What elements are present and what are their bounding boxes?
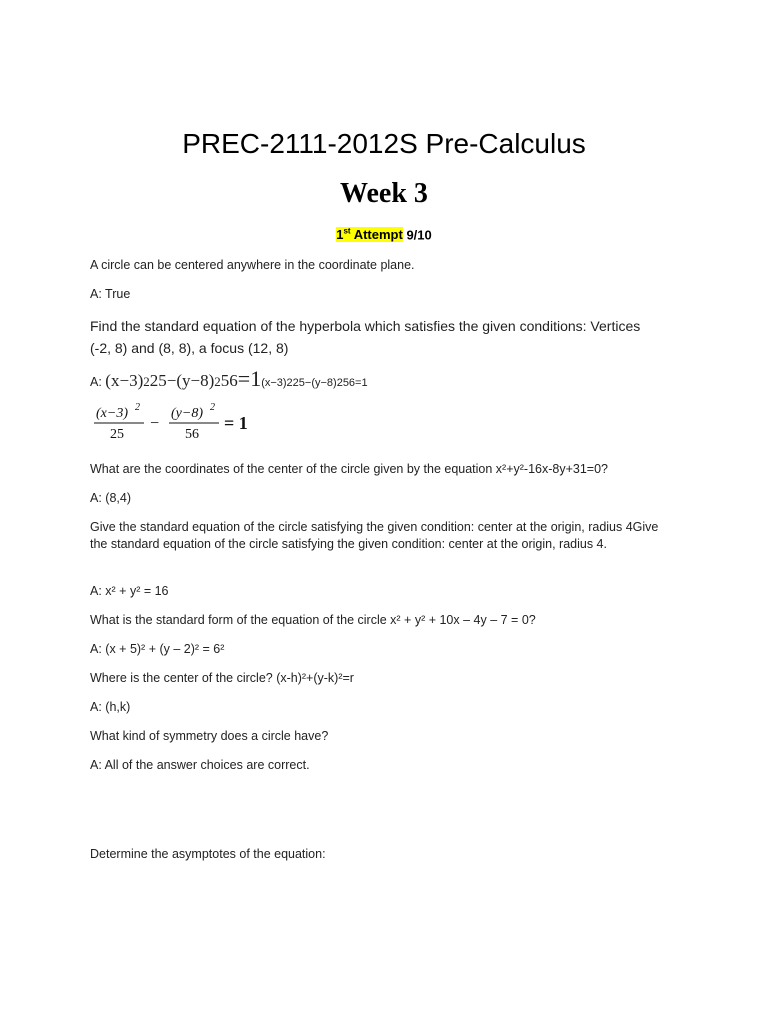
- answer-text: A: (h,k): [90, 700, 131, 714]
- answer-text: A: True: [90, 287, 131, 301]
- attempt-score: 9/10: [406, 227, 432, 243]
- frac-denominator-2: 56: [185, 427, 199, 442]
- attempt-line: [0, 227, 768, 242]
- question-text: Give the standard equation of the circle satisfying the given condition: center at the origin, radius 4Give the standard equation of the circle satisfying the given condition: center at the origin, radius 4.: [90, 520, 659, 551]
- answer-text: A: All of the answer choices are correct.: [90, 758, 310, 772]
- eq-part: (y: [176, 371, 191, 390]
- frac-denominator-1: 25: [110, 427, 124, 442]
- eq-part: 2: [214, 374, 221, 389]
- attempt-highlight: [336, 227, 403, 242]
- question-text: What are the coordinates of the center of the circle given by the equation x²+y²-16x-8y+31=0?: [90, 462, 609, 476]
- page-title: PREC-2111-2012S Pre-Calculus: [182, 128, 586, 159]
- frac-exponent-1: 2: [135, 402, 140, 413]
- answer-prefix: A:: [90, 375, 106, 389]
- attempt-number: 1: [336, 227, 344, 243]
- attempt-label: Attempt: [353, 227, 403, 243]
- frac-numerator-2: (y−8): [171, 406, 203, 421]
- hyperbola-answer: [90, 367, 690, 395]
- answer-text: A: x² + y² = 16: [90, 584, 169, 598]
- answer-text: A: (x + 5)² + (y – 2)² = 6²: [90, 642, 225, 656]
- question-text: Find the standard equation of the hyperbola which satisfies the given conditions: Vertices (-2, 8) and (8, 8), a focus (12, 8): [90, 318, 641, 356]
- question-text: A circle can be centered anywhere in the coordinate plane.: [90, 258, 415, 272]
- question-text: Where is the center of the circle? (x-h)²+(y-k)²=r: [90, 671, 354, 685]
- eq-part: −: [119, 371, 130, 390]
- eq-part: 56: [220, 371, 238, 390]
- eq-part: 2: [143, 374, 150, 389]
- attempt-suffix: st: [343, 227, 351, 236]
- eq-part: −: [166, 371, 177, 390]
- eq-part: 1: [250, 366, 262, 391]
- hyperbola-equation-image: [92, 400, 272, 444]
- eq-part: (x: [105, 371, 120, 390]
- eq-part: 8): [200, 371, 215, 390]
- eq-part: 25: [149, 371, 167, 390]
- frac-minus: −: [150, 415, 160, 432]
- frac-exponent-2: 2: [210, 402, 215, 413]
- question-text: What kind of symmetry does a circle have?: [90, 729, 329, 743]
- frac-equals: = 1: [224, 413, 248, 433]
- question-text: Determine the asymptotes of the equation:: [90, 847, 326, 861]
- eq-plain: (x−3)225−(y−8)256=1: [261, 377, 368, 389]
- question-text: What is the standard form of the equation of the circle x² + y² + 10x – 4y – 7 = 0?: [90, 613, 536, 627]
- frac-numerator-1: (x−3): [96, 406, 128, 421]
- eq-part: −: [190, 371, 201, 390]
- answer-text: A: (8,4): [90, 491, 131, 505]
- eq-part: =: [237, 366, 251, 391]
- week-heading: Week 3: [340, 178, 428, 209]
- eq-part: 3): [129, 371, 144, 390]
